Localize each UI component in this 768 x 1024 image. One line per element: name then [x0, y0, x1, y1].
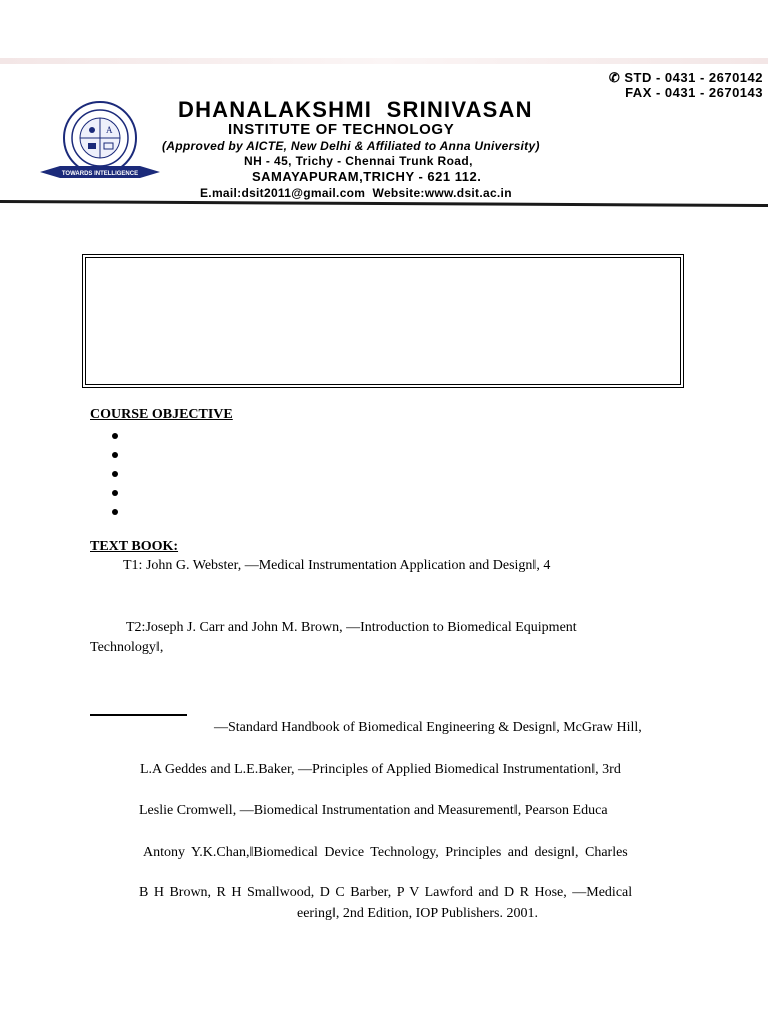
references-heading-underline: [90, 714, 187, 716]
email-website-line: E.mail:dsit2011@gmail.com Website:www.dsit.ac.in: [200, 186, 512, 200]
text-book-t1: T1: John G. Webster, —Medical Instrumentation Application and Design‖, 4: [123, 558, 551, 573]
text-book-t2-line1: T2:Joseph J. Carr and John M. Brown, —Introduction to Biomedical Equipment: [126, 620, 577, 635]
list-item: [112, 502, 118, 521]
institute-logo-icon: [36, 100, 164, 188]
institution-subtitle: INSTITUTE OF TECHNOLOGY: [228, 121, 455, 138]
institution-name: DHANALAKSHMI SRINIVASAN: [178, 97, 533, 122]
address-line-2: SAMAYAPURAM,TRICHY - 621 112.: [252, 169, 482, 184]
reference-item-5-line2: eering‖, 2nd Edition, IOP Publishers. 2001.: [297, 906, 539, 921]
course-title-box-inner: [85, 257, 681, 385]
list-item: [112, 483, 118, 502]
std-number: ✆ STD - 0431 - 2670142: [608, 70, 763, 85]
course-title-box: [82, 254, 684, 388]
bullet-icon: [112, 471, 118, 477]
top-border-strip: [0, 58, 768, 64]
course-objective-heading: COURSE OBJECTIVE: [90, 407, 233, 422]
text-book-t2-line2: Technology‖,: [90, 640, 164, 655]
list-item: [112, 445, 118, 464]
course-objective-list: [112, 426, 118, 521]
contact-numbers: [609, 70, 763, 100]
header-divider: [0, 200, 768, 207]
fax-number: FAX - 0431 - 2670143: [625, 85, 763, 100]
reference-item-4: Antony Y.K.Chan,‖Biomedical Device Technology, Principles and design‖, Charles: [143, 845, 628, 860]
bullet-icon: [112, 490, 118, 496]
reference-item-2: L.A Geddes and L.E.Baker, —Principles of Applied Biomedical Instrumentation‖, 3rd: [140, 762, 621, 777]
bullet-icon: [112, 509, 118, 515]
bullet-icon: [112, 452, 118, 458]
text-book-heading: TEXT BOOK:: [90, 539, 179, 554]
bullet-icon: [112, 433, 118, 439]
reference-item-1: —Standard Handbook of Biomedical Engineering & Design‖, McGraw Hill,: [214, 720, 642, 735]
list-item: [112, 464, 118, 483]
list-item: [112, 426, 118, 445]
letterhead: [0, 0, 768, 210]
svg-text:A: A: [106, 125, 113, 135]
address-line-1: NH - 45, Trichy - Chennai Trunk Road,: [244, 154, 473, 168]
logo-ribbon-text: TOWARDS INTELLIGENCE: [61, 171, 139, 177]
reference-item-3: Leslie Cromwell, —Biomedical Instrumentation and Measurement‖, Pearson Educa: [139, 803, 608, 818]
reference-item-5-line1: B H Brown, R H Smallwood, D C Barber, P V Lawford and D R Hose, —Medical: [139, 885, 633, 900]
approval-line: (Approved by AICTE, New Delhi & Affiliated to Anna University): [162, 139, 540, 153]
